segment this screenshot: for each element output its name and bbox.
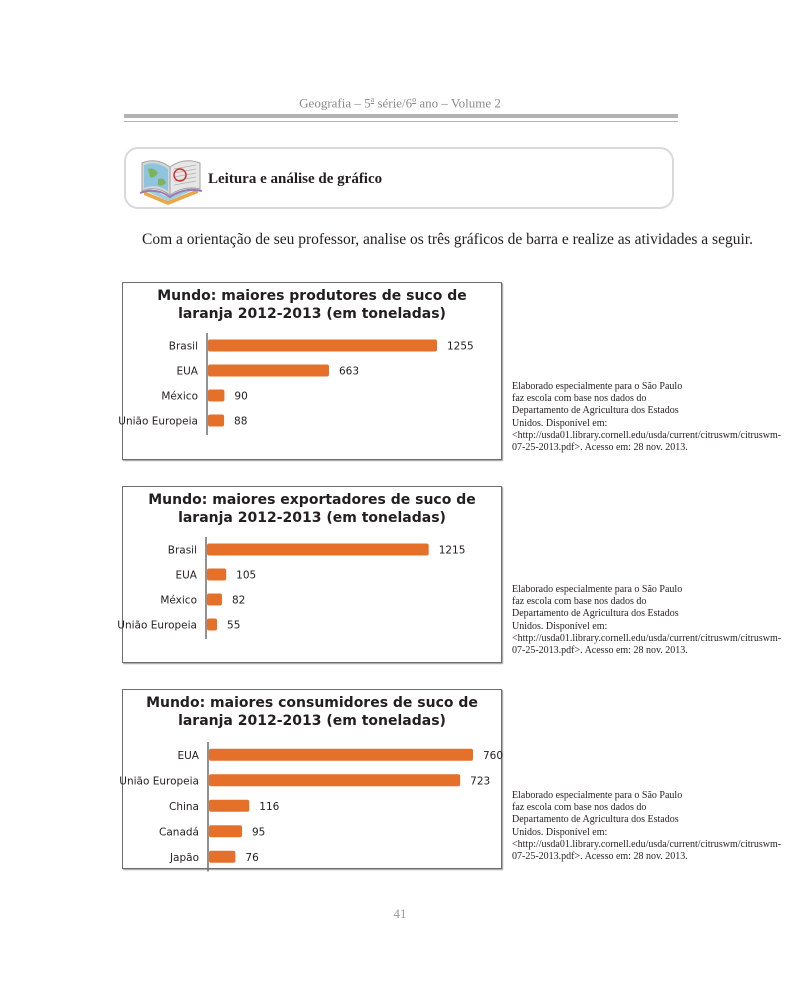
- category-label: Brasil: [168, 340, 198, 353]
- bar: [207, 569, 226, 581]
- chart-plot: [118, 283, 501, 459]
- category-label: Brasil: [167, 544, 197, 557]
- category-label: EUA: [177, 749, 199, 762]
- category-label: Canadá: [159, 826, 199, 839]
- chart-exporters: [117, 486, 502, 663]
- category-label: União Europeia: [117, 619, 197, 632]
- chart-title-line1: Mundo: maiores exportadores de suco de: [148, 492, 476, 508]
- bar: [209, 851, 235, 863]
- category-label: México: [160, 594, 197, 607]
- value-label: 663: [338, 365, 360, 378]
- bar: [209, 774, 460, 786]
- chart-consumers: [119, 689, 504, 869]
- category-label: México: [161, 390, 198, 403]
- section-title: Leitura e análise de gráfico: [208, 171, 383, 187]
- value-label: 82: [231, 594, 246, 607]
- section-banner: [124, 147, 674, 209]
- value-label: 723: [470, 775, 491, 788]
- chart-plot: [117, 487, 501, 662]
- header-volume: ano – Volume 2: [416, 95, 501, 111]
- category-label: União Europeia: [119, 775, 199, 788]
- bar: [207, 619, 217, 631]
- category-label: EUA: [175, 569, 197, 582]
- open-book-with-map-icon: [138, 153, 204, 205]
- header-rule-thick: [124, 114, 678, 118]
- category-label: Japão: [169, 851, 199, 864]
- value-label: 1215: [438, 544, 466, 557]
- source-note: Elaborado especialmente para o São Paulo faz escola com base nos dados do Departamento de Agricultura dos Estados Unidos. Disponível em: <http://usda01.library.cornell.edu/usda/current/citruswm/citruswm-07-25-2013.pdf>. Acesso em: 28 nov. 2013.: [512, 584, 782, 657]
- value-label: 105: [236, 569, 257, 582]
- value-label: 95: [252, 826, 266, 839]
- bar: [209, 825, 242, 837]
- chart-title-line1: Mundo: maiores consumidores de suco de: [146, 695, 478, 711]
- chart-title-line2: laranja 2012-2013 (em toneladas): [178, 713, 446, 729]
- value-label: 760: [483, 749, 504, 762]
- chart-title-line1: Mundo: maiores produtores de suco de: [157, 288, 467, 304]
- category-label: China: [169, 800, 199, 813]
- bar: [208, 390, 224, 402]
- page-number: 41: [393, 906, 407, 921]
- header-ordinal-o: o: [412, 95, 417, 104]
- bar: [208, 340, 437, 352]
- value-label: 90: [234, 390, 248, 403]
- bar: [209, 749, 473, 761]
- header-grade: série/6: [374, 95, 413, 111]
- bar: [207, 544, 429, 556]
- header-subject: Geografia – 5: [299, 95, 371, 111]
- source-note: Elaborado especialmente para o São Paulo faz escola com base nos dados do Departamento de Agricultura dos Estados Unidos. Disponível em: <http://usda01.library.cornell.edu/usda/current/citruswm/citruswm-07-25-2013.pdf>. Acesso em: 28 nov. 2013.: [512, 790, 782, 863]
- chart-title-line2: laranja 2012-2013 (em toneladas): [178, 510, 446, 526]
- bar: [209, 800, 249, 812]
- bar: [208, 365, 329, 377]
- value-label: 55: [227, 619, 241, 632]
- value-label: 1255: [447, 340, 474, 353]
- value-label: 76: [245, 851, 259, 864]
- value-label: 88: [234, 415, 248, 428]
- value-label: 116: [259, 800, 280, 813]
- running-header: [0, 95, 800, 111]
- header-ordinal-a: a: [370, 95, 375, 104]
- bar: [208, 415, 224, 427]
- category-label: EUA: [176, 365, 198, 378]
- source-note: Elaborado especialmente para o São Paulo faz escola com base nos dados do Departamento de Agricultura dos Estados Unidos. Disponível em: <http://usda01.library.cornell.edu/usda/current/citruswm/citruswm-07-25-2013.pdf>. Acesso em: 28 nov. 2013.: [512, 381, 782, 454]
- chart-producers: [118, 282, 502, 460]
- chart-title-line2: laranja 2012-2013 (em toneladas): [178, 306, 446, 322]
- bar: [207, 594, 222, 606]
- chart-plot: [119, 690, 504, 868]
- intro-paragraph: Com a orientação de seu professor, analise os três gráficos de barra e realize as atividades a seguir.: [142, 231, 753, 248]
- header-rule-thin: [124, 121, 678, 122]
- category-label: União Europeia: [118, 415, 198, 428]
